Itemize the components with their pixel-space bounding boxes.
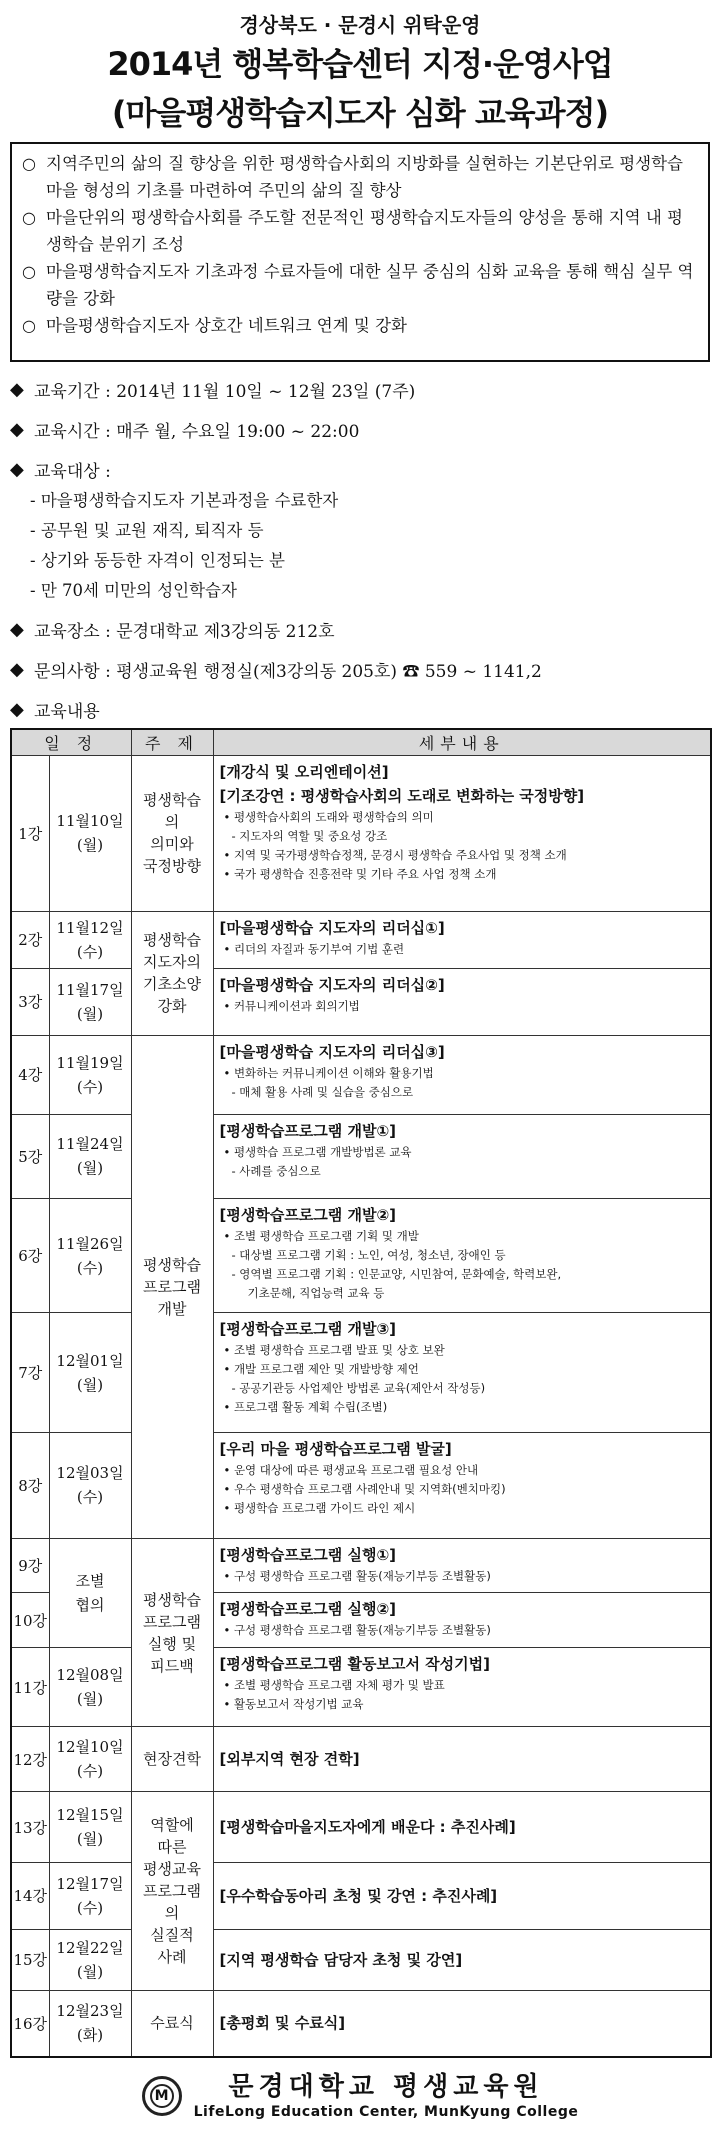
detail-line: • 지역 및 국가평생학습정책, 문경시 평생학습 주요사업 및 정책 소개 <box>223 847 567 862</box>
detail-line: • 변화하는 커뮤니케이션 이해와 활용기법 <box>223 1065 434 1080</box>
diamond-bullet-icon: ◆ <box>10 698 24 720</box>
detail-line: - 대상별 프로그램 기획 : 노인, 여성, 청소년, 장애인 등 <box>231 1247 506 1262</box>
detail-line: - 사례를 중심으로 <box>231 1163 321 1178</box>
lecture-date: 11월26일 (수) <box>49 1198 131 1313</box>
table-row <box>11 1863 711 1930</box>
detail-line: • 커뮤니케이션과 회의기법 <box>223 998 360 1013</box>
detail-line: • 활동보고서 작성기법 교육 <box>223 1696 364 1711</box>
table-row <box>11 1313 711 1432</box>
lecture-topic: 평생학습 프로그램 개발 <box>131 1035 213 1539</box>
detail-line: • 평생학습 프로그램 가이드 라인 제시 <box>223 1500 416 1515</box>
lecture-date: 12월10일 (수) <box>49 1727 131 1792</box>
lecture-detail <box>213 1792 711 1863</box>
lecture-date: 조별 협의 <box>49 1539 131 1648</box>
lecture-number: 12강 <box>11 1727 49 1792</box>
lecture-date: 11월12일 (수) <box>49 912 131 968</box>
lecture-date: 12월08일 (월) <box>49 1647 131 1726</box>
lecture-date: 11월17일 (월) <box>49 968 131 1035</box>
seal-letter: M <box>150 2084 174 2108</box>
detail-title: [평생학습마을지도자에게 배운다 : 추진사례] <box>219 1818 516 1837</box>
lecture-number: 5강 <box>11 1114 49 1198</box>
col-header-schedule: 일 정 <box>11 729 131 755</box>
detail-title: [마을평생학습 지도자의 리더십③] <box>219 1042 445 1061</box>
lecture-number: 8강 <box>11 1432 49 1539</box>
lecture-topic: 현장견학 <box>131 1727 213 1792</box>
info-section <box>10 372 710 726</box>
detail-title: [개강식 및 오리엔테이션] [기조강연 : 평생학습사회의 도래로 변화하는 국정방향] <box>219 762 585 805</box>
lecture-date: 12월03일 (수) <box>49 1432 131 1539</box>
target-item: - 상기와 동등한 자격이 인정되는 분 <box>30 551 285 570</box>
lecture-date: 12월23일 (화) <box>49 1990 131 2057</box>
lecture-detail <box>213 1863 711 1930</box>
circle-bullet-icon: ○ <box>22 316 36 335</box>
detail-line: • 프로그램 활동 계획 수립(조별) <box>223 1400 388 1415</box>
table-row <box>11 1198 711 1313</box>
target-item: - 마을평생학습지도자 기본과정을 수료한자 <box>30 491 339 510</box>
table-header-row <box>11 729 711 755</box>
info-place: ◆ 교육장소 : 문경대학교 제3강의동 212호 <box>10 618 335 642</box>
lecture-number: 4강 <box>11 1035 49 1114</box>
detail-line: • 조별 평생학습 프로그램 자체 평가 및 발표 <box>223 1677 445 1692</box>
detail-line: • 평생학습사회의 도래와 평생학습의 의미 <box>223 809 434 824</box>
lecture-detail <box>213 912 711 968</box>
lecture-detail <box>213 755 711 912</box>
detail-title: [우리 마을 평생학습프로그램 발굴] <box>219 1439 452 1458</box>
detail-line: • 국가 평생학습 진흥전략 및 기타 주요 사업 정책 소개 <box>223 866 497 881</box>
diamond-bullet-icon: ◆ <box>10 618 24 640</box>
lecture-detail <box>213 1313 711 1432</box>
lecture-number: 14강 <box>11 1863 49 1930</box>
info-contact: ◆ 문의사항 : 평생교육원 행정실(제3강의동 205호) ☎ 559 ~ 1141,2 <box>10 658 542 682</box>
goal-item: ○ 마을평생학습지도자 상호간 네트워크 연계 및 강화 <box>22 312 698 339</box>
detail-title: [평생학습프로그램 활동보고서 작성기법] <box>219 1654 490 1673</box>
table-row <box>11 1539 711 1593</box>
lecture-number: 6강 <box>11 1198 49 1313</box>
detail-title: [우수학습동아리 초청 및 강연 : 추진사례] <box>219 1886 498 1905</box>
target-item: - 공무원 및 교원 재직, 퇴직자 등 <box>30 521 264 540</box>
lecture-date: 11월24일 (월) <box>49 1114 131 1198</box>
detail-line: • 구성 평생학습 프로그램 활동(재능기부등 조별활동) <box>223 1569 491 1584</box>
table-row <box>11 755 711 912</box>
table-row <box>11 1114 711 1198</box>
lecture-date: 11월19일 (수) <box>49 1035 131 1114</box>
univ-seal-icon <box>142 2076 182 2116</box>
detail-line: - 영역별 프로그램 기획 : 인문교양, 시민참여, 문화예술, 학력보완, <box>231 1266 562 1281</box>
lecture-number: 9강 <box>11 1539 49 1593</box>
col-header-detail: 세부내용 <box>213 729 711 755</box>
detail-line: • 리더의 자질과 동기부여 기법 훈련 <box>223 942 405 957</box>
lecture-detail <box>213 1990 711 2057</box>
detail-line: - 공공기관등 사업제안 방법론 교육(제안서 작성등) <box>231 1381 486 1396</box>
detail-title: [마을평생학습 지도자의 리더십①] <box>219 919 445 938</box>
detail-title: [평생학습프로그램 개발①] <box>219 1121 397 1140</box>
table-row <box>11 1792 711 1863</box>
detail-line: • 평생학습 프로그램 개발방법론 교육 <box>223 1144 412 1159</box>
lecture-date: 12월17일 (수) <box>49 1863 131 1930</box>
detail-line: • 구성 평생학습 프로그램 활동(재능기부등 조별활동) <box>223 1623 491 1638</box>
detail-line: • 조별 평생학습 프로그램 기획 및 개발 <box>223 1228 419 1243</box>
lecture-date: 12월22일 (월) <box>49 1929 131 1990</box>
lecture-detail <box>213 1432 711 1539</box>
lecture-topic: 역할에 따른 평생교육 프로그램 의 실질적 사례 <box>131 1792 213 1991</box>
table-row <box>11 1647 711 1726</box>
document-subtitle: (마을평생학습지도자 심화 교육과정) <box>111 94 609 132</box>
table-row <box>11 1727 711 1792</box>
lecture-detail <box>213 968 711 1035</box>
table-row <box>11 1929 711 1990</box>
goals-box <box>10 142 710 362</box>
lecture-number: 1강 <box>11 755 49 912</box>
lecture-number: 11강 <box>11 1647 49 1726</box>
lecture-detail <box>213 1727 711 1792</box>
detail-line: 기초문해, 직업능력 교육 등 <box>247 1285 385 1300</box>
lecture-number: 7강 <box>11 1313 49 1432</box>
detail-title: [마을평생학습 지도자의 리더십②] <box>219 975 445 994</box>
goal-item: ○ 마을단위의 평생학습사회를 주도할 전문적인 평생학습지도자들의 양성을 통해 지역 내 평생학습 분위기 조성 <box>22 204 698 258</box>
info-target: ◆ 교육대상 : <box>10 458 111 482</box>
detail-line: - 지도자의 역할 및 중요성 강조 <box>231 828 388 843</box>
detail-line: • 우수 평생학습 프로그램 사례안내 및 지역화(벤치마킹) <box>223 1481 506 1496</box>
lecture-number: 10강 <box>11 1593 49 1647</box>
detail-title: [총평회 및 수료식] <box>219 2014 346 2033</box>
goal-item: ○ 지역주민의 삶의 질 향상을 위한 평생학습사회의 지방화를 실현하는 기본단위로 평생학습마을 형성의 기초를 마련하여 주민의 삶의 질 향상 <box>22 150 698 204</box>
lecture-topic: 평생학습 지도자의 기초소양 강화 <box>131 912 213 1035</box>
lecture-date: 11월10일 (월) <box>49 755 131 912</box>
detail-title: [외부지역 현장 견학] <box>219 1750 360 1769</box>
detail-title: [평생학습프로그램 개발③] <box>219 1320 397 1339</box>
footer <box>0 2066 720 2126</box>
header-sup: 경상북도 · 문경시 위탁운영 <box>239 13 481 37</box>
diamond-bullet-icon: ◆ <box>10 418 24 440</box>
lecture-detail <box>213 1114 711 1198</box>
lecture-detail <box>213 1593 711 1647</box>
lecture-date: 12월15일 (월) <box>49 1792 131 1863</box>
detail-title: [평생학습프로그램 실행①] <box>219 1546 397 1565</box>
info-content-label: ◆ 교육내용 <box>10 698 100 722</box>
detail-title: [지역 평생학습 담당자 초청 및 강연] <box>219 1950 463 1969</box>
lecture-topic: 평생학습 프로그램 실행 및 피드백 <box>131 1539 213 1727</box>
circle-bullet-icon: ○ <box>22 262 36 281</box>
lecture-number: 16강 <box>11 1990 49 2057</box>
diamond-bullet-icon: ◆ <box>10 378 24 400</box>
footer-korean-name: 문경대학교 평생교육원 <box>228 2072 544 2102</box>
table-row <box>11 912 711 968</box>
lecture-detail <box>213 1035 711 1114</box>
document-title: 2014년 행복학습센터 지정·운영사업 <box>107 45 613 83</box>
table-row <box>11 1990 711 2057</box>
lecture-detail <box>213 1929 711 1990</box>
lecture-topic: 수료식 <box>131 1990 213 2057</box>
table-row <box>11 968 711 1035</box>
detail-line: • 운영 대상에 따른 평생교육 프로그램 필요성 안내 <box>223 1462 479 1477</box>
detail-title: [평생학습프로그램 실행②] <box>219 1600 397 1619</box>
goal-item: ○ 마을평생학습지도자 기초과정 수료자들에 대한 실무 중심의 심화 교육을 통해 핵심 실무 역량을 강화 <box>22 258 698 312</box>
schedule-table <box>10 728 712 2058</box>
detail-line: • 조별 평생학습 프로그램 발표 및 상호 보완 <box>223 1343 445 1358</box>
lecture-number: 3강 <box>11 968 49 1035</box>
document-header <box>0 0 720 138</box>
col-header-topic: 주 제 <box>131 729 213 755</box>
lecture-number: 13강 <box>11 1792 49 1863</box>
lecture-detail <box>213 1198 711 1313</box>
diamond-bullet-icon: ◆ <box>10 458 24 480</box>
footer-english-name: LifeLong Education Center, MunKyung College <box>193 2104 579 2120</box>
lecture-detail <box>213 1647 711 1726</box>
diamond-bullet-icon: ◆ <box>10 658 24 680</box>
detail-line: - 매체 활용 사례 및 실습을 중심으로 <box>231 1084 414 1099</box>
info-time: ◆ 교육시간 : 매주 월, 수요일 19:00 ~ 22:00 <box>10 418 360 442</box>
detail-line: • 개발 프로그램 제안 및 개발방향 제언 <box>223 1362 419 1377</box>
lecture-number: 2강 <box>11 912 49 968</box>
lecture-topic: 평생학습 의 의미와 국정방향 <box>131 755 213 912</box>
circle-bullet-icon: ○ <box>22 208 36 227</box>
lecture-detail <box>213 1539 711 1593</box>
detail-title: [평생학습프로그램 개발②] <box>219 1205 397 1224</box>
table-row <box>11 1432 711 1539</box>
info-period: ◆ 교육기간 : 2014년 11월 10일 ~ 12월 23일 (7주) <box>10 378 416 402</box>
circle-bullet-icon: ○ <box>22 154 36 173</box>
lecture-date: 12월01일 (월) <box>49 1313 131 1432</box>
target-item: - 만 70세 미만의 성인학습자 <box>30 581 237 600</box>
lecture-number: 15강 <box>11 1929 49 1990</box>
table-row <box>11 1035 711 1114</box>
